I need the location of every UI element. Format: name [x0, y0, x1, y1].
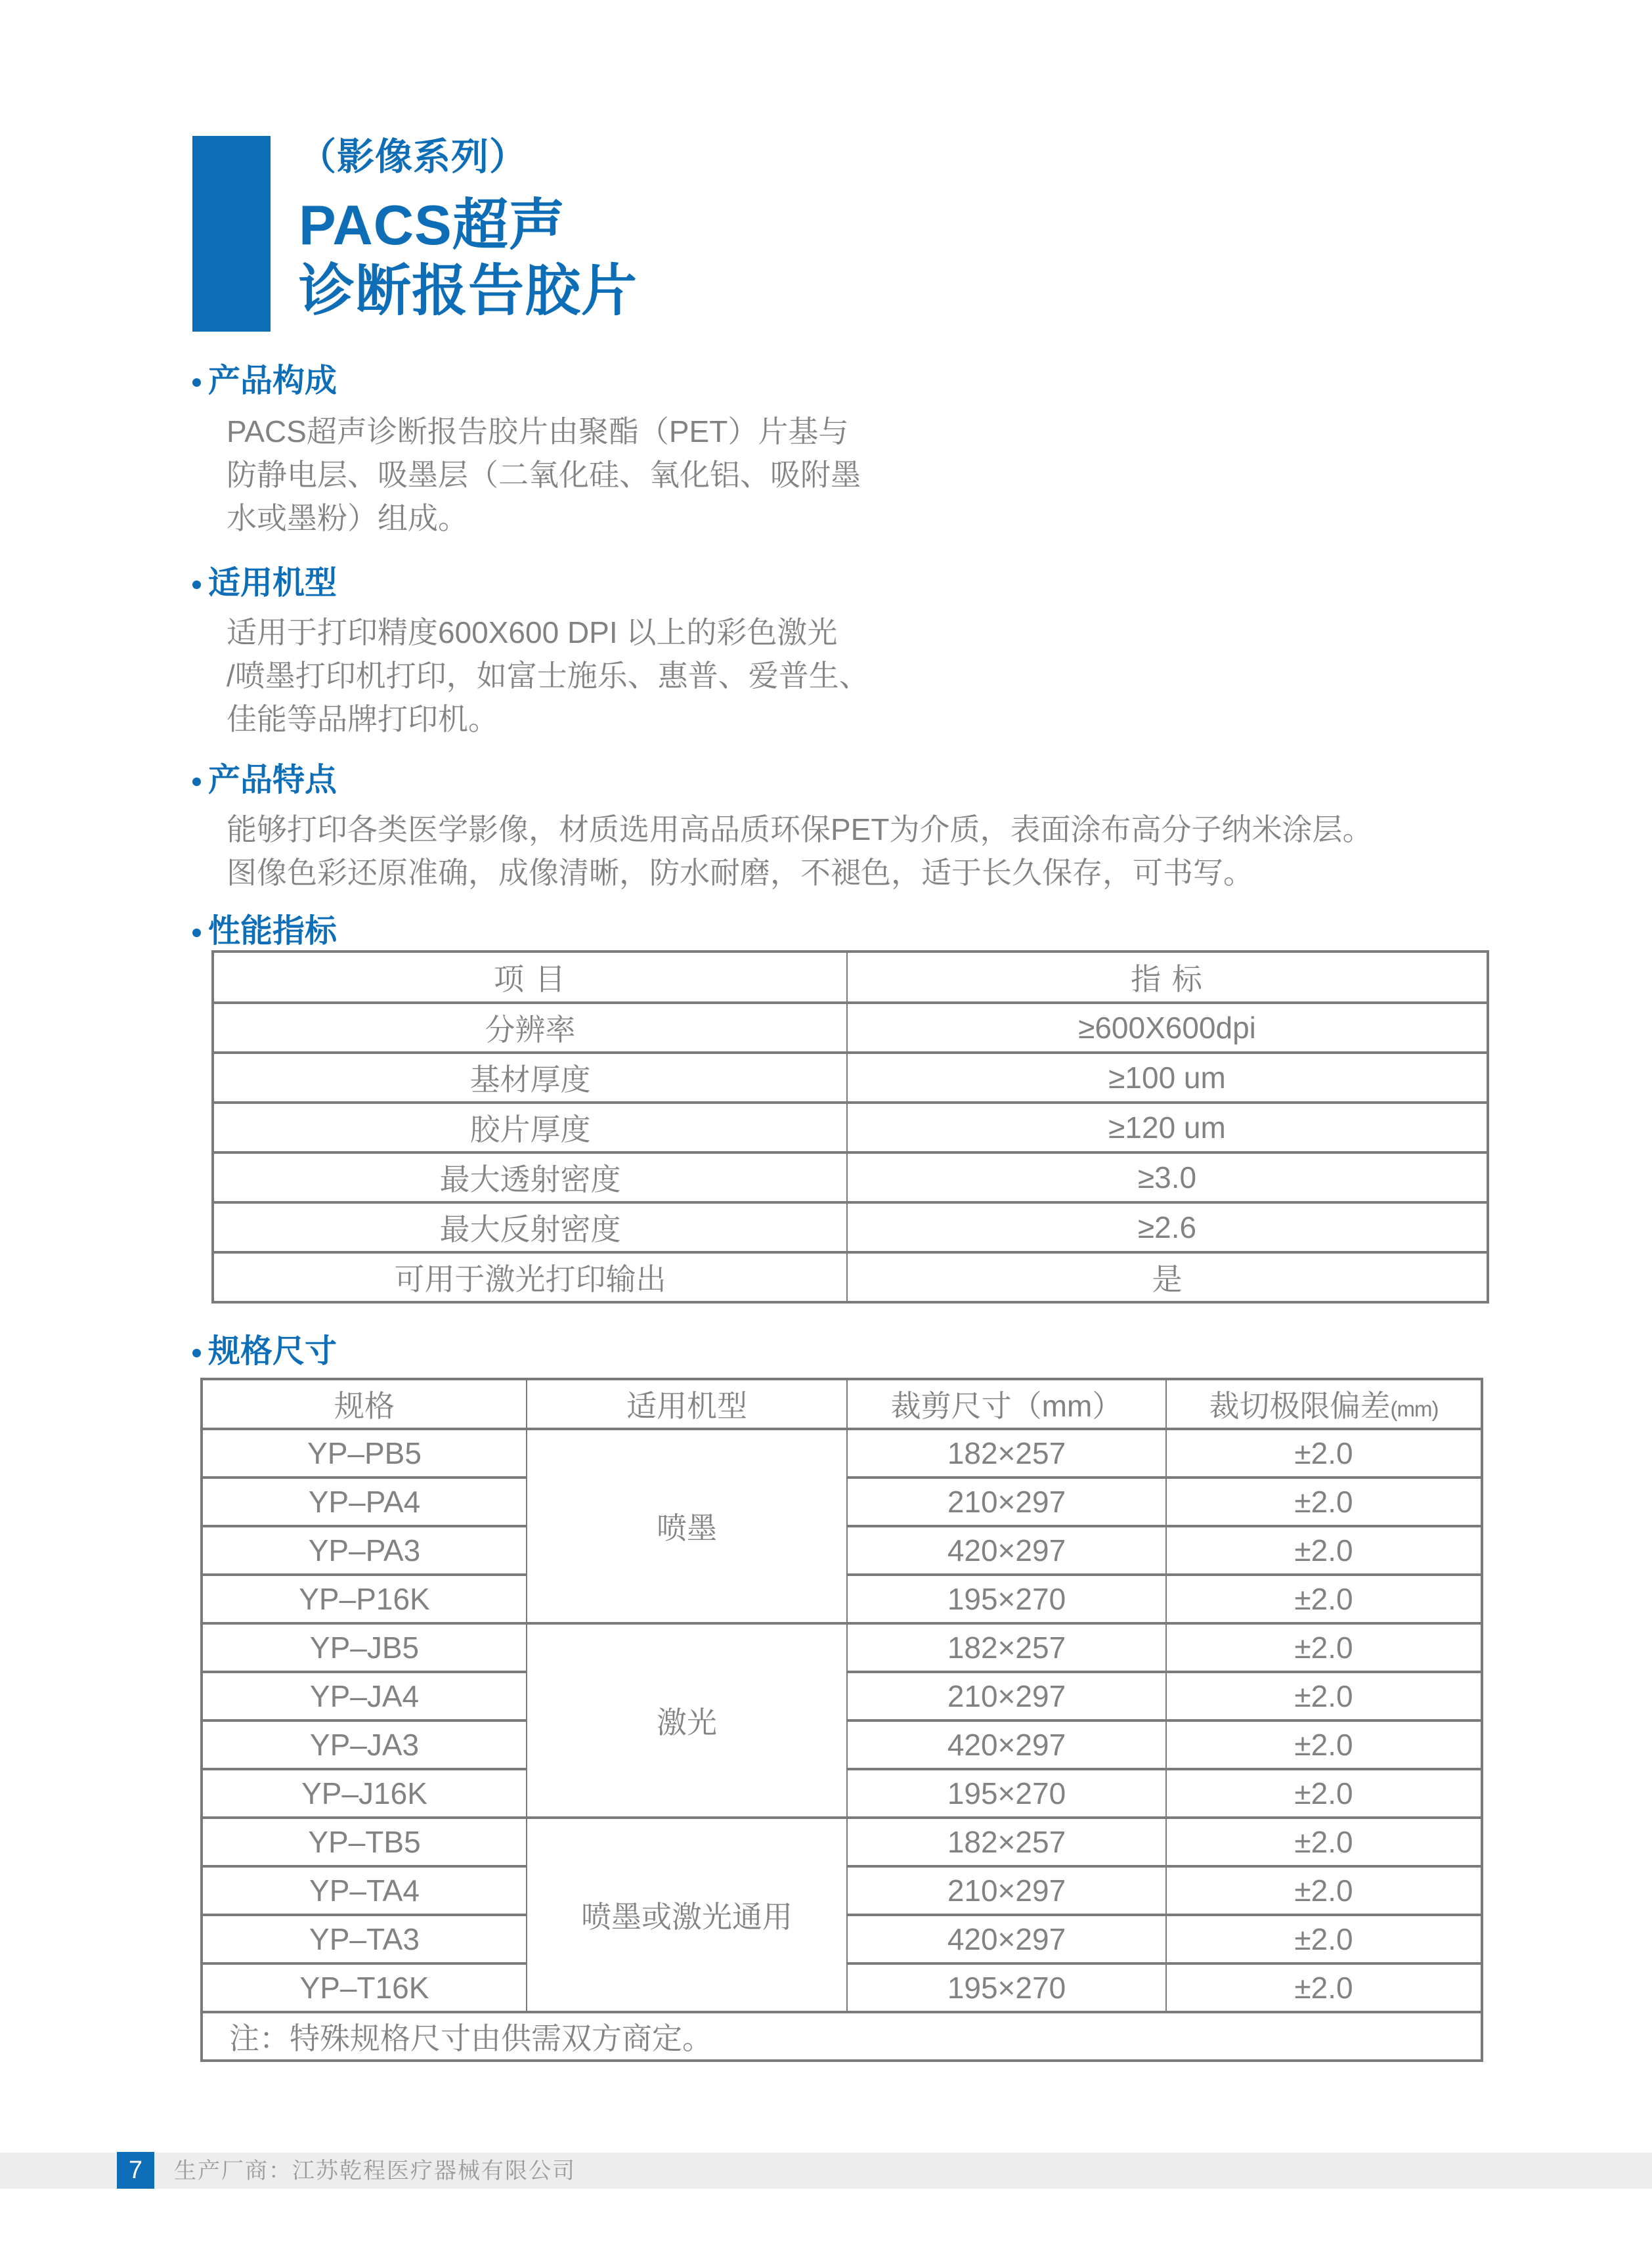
paragraph-line: 防静电层、吸墨层（二氧化硅、氧化铝、吸附墨 — [227, 458, 861, 492]
spec-model: YP–JB5 — [202, 1623, 527, 1672]
paragraph-line: /喷墨打印机打印，如富士施乐、惠普、爱普生、 — [227, 659, 869, 693]
spec-deviation: ±2.0 — [1166, 1818, 1482, 1866]
table-row — [213, 1053, 1488, 1103]
brand-accent-block — [192, 136, 271, 332]
section-heading-label: 产品特点 — [208, 762, 337, 798]
page-content — [192, 362, 1512, 2062]
spec-size: 420×297 — [847, 1915, 1166, 1963]
bullet-dot-icon — [192, 929, 201, 937]
spec-note: 注：特殊规格尺寸由供需双方商定。 — [202, 2012, 1482, 2061]
spec-deviation: ±2.0 — [1166, 1429, 1482, 1478]
spec-deviation: ±2.0 — [1166, 1478, 1482, 1526]
spec-model: YP–JA3 — [202, 1720, 527, 1769]
spec-deviation: ±2.0 — [1166, 1623, 1482, 1672]
perf-value: 是 — [847, 1252, 1488, 1302]
paragraph-line: 能够打印各类医学影像，材质选用高品质环保PET为介质，表面涂布高分子纳米涂层。 — [227, 812, 1373, 846]
perf-col-header-spec: 指 标 — [847, 952, 1488, 1003]
perf-col-header-item: 项 目 — [213, 952, 847, 1003]
section-heading-performance — [192, 913, 1512, 950]
section-heading-label: 性能指标 — [208, 913, 337, 949]
perf-item: 基材厚度 — [213, 1053, 847, 1103]
table-row — [213, 1152, 1488, 1202]
spec-size: 210×297 — [847, 1866, 1166, 1915]
features-paragraph — [227, 808, 1512, 894]
spec-model: YP–JA4 — [202, 1672, 527, 1720]
table-row — [202, 1623, 1482, 1672]
spec-col-header-printer: 适用机型 — [527, 1379, 847, 1429]
table-row — [213, 1202, 1488, 1252]
spec-model: YP–TA4 — [202, 1866, 527, 1915]
perf-item: 分辨率 — [213, 1003, 847, 1053]
specifications-table — [200, 1378, 1483, 2062]
paragraph-line: 水或墨粉）组成。 — [227, 501, 468, 535]
table-row — [202, 2012, 1482, 2061]
spec-deviation: ±2.0 — [1166, 1672, 1482, 1720]
page-header — [299, 131, 638, 324]
perf-item: 最大透射密度 — [213, 1152, 847, 1202]
table-row — [202, 1429, 1482, 1478]
spec-size: 182×257 — [847, 1818, 1166, 1866]
spec-deviation: ±2.0 — [1166, 1720, 1482, 1769]
spec-deviation: ±2.0 — [1166, 1915, 1482, 1963]
spec-size: 420×297 — [847, 1720, 1166, 1769]
perf-value: ≥2.6 — [847, 1202, 1488, 1252]
spec-col-header-deviation: 裁切极限偏差(mm) — [1166, 1379, 1482, 1429]
table-row — [213, 1252, 1488, 1302]
perf-item: 胶片厚度 — [213, 1103, 847, 1152]
bullet-dot-icon — [192, 581, 201, 589]
bullet-dot-icon — [192, 378, 201, 387]
spec-size: 210×297 — [847, 1672, 1166, 1720]
manufacturer-label: 生产厂商：江苏乾程医疗器械有限公司 — [174, 2158, 576, 2183]
deviation-unit-label: (mm) — [1390, 1397, 1439, 1421]
table-row — [213, 1003, 1488, 1053]
bullet-dot-icon — [192, 778, 201, 786]
spec-size: 195×270 — [847, 1963, 1166, 2012]
section-heading-applicable-models — [192, 565, 1512, 602]
spec-deviation: ±2.0 — [1166, 1526, 1482, 1575]
section-heading-features — [192, 762, 1512, 799]
spec-size: 195×270 — [847, 1769, 1166, 1818]
spec-printer-group: 喷墨 — [527, 1429, 847, 1623]
spec-model: YP–J16K — [202, 1769, 527, 1818]
performance-table — [211, 950, 1489, 1304]
product-title-line2: 诊断报告胶片 — [299, 260, 638, 322]
series-label: （影像系列） — [299, 136, 527, 178]
spec-deviation: ±2.0 — [1166, 1963, 1482, 2012]
spec-size: 182×257 — [847, 1623, 1166, 1672]
spec-model: YP–P16K — [202, 1575, 527, 1623]
spec-size: 420×297 — [847, 1526, 1166, 1575]
table-row — [213, 1103, 1488, 1152]
paragraph-line: 佳能等品牌打印机。 — [227, 702, 498, 736]
spec-model: YP–PA3 — [202, 1526, 527, 1575]
perf-value: ≥120 um — [847, 1103, 1488, 1152]
spec-model: YP–PA4 — [202, 1478, 527, 1526]
section-heading-composition — [192, 362, 1512, 399]
spec-size: 182×257 — [847, 1429, 1166, 1478]
spec-printer-group: 喷墨或激光通用 — [527, 1818, 847, 2012]
spec-deviation: ±2.0 — [1166, 1866, 1482, 1915]
spec-model: YP–T16K — [202, 1963, 527, 2012]
spec-model: YP–TB5 — [202, 1818, 527, 1866]
paragraph-line: 图像色彩还原准确，成像清晰，防水耐磨，不褪色，适于长久保存，可书写。 — [227, 856, 1253, 890]
spec-col-header-model: 规格 — [202, 1379, 527, 1429]
paragraph-line: 适用于打印精度600X600 DPI 以上的彩色激光 — [227, 615, 838, 649]
perf-value: ≥3.0 — [847, 1152, 1488, 1202]
section-heading-label: 适用机型 — [208, 565, 337, 601]
spec-model: YP–PB5 — [202, 1429, 527, 1478]
paragraph-line: PACS超声诊断报告胶片由聚酯（PET）片基与 — [227, 414, 849, 449]
page-number-badge: 7 — [117, 2152, 154, 2189]
perf-value: ≥600X600dpi — [847, 1003, 1488, 1053]
spec-deviation: ±2.0 — [1166, 1769, 1482, 1818]
spec-size: 195×270 — [847, 1575, 1166, 1623]
product-title-line1: PACS超声 — [299, 194, 565, 257]
spec-size: 210×297 — [847, 1478, 1166, 1526]
spec-model: YP–TA3 — [202, 1915, 527, 1963]
section-heading-specifications — [192, 1333, 1512, 1370]
bullet-dot-icon — [192, 1349, 201, 1357]
section-heading-label: 产品构成 — [208, 363, 337, 399]
spec-deviation: ±2.0 — [1166, 1575, 1482, 1623]
composition-paragraph — [227, 410, 1512, 540]
spec-printer-group: 激光 — [527, 1623, 847, 1818]
table-row — [202, 1818, 1482, 1866]
section-heading-label: 规格尺寸 — [208, 1334, 337, 1369]
perf-item: 可用于激光打印输出 — [213, 1252, 847, 1302]
applicable-models-paragraph — [227, 611, 1512, 741]
perf-value: ≥100 um — [847, 1053, 1488, 1103]
perf-item: 最大反射密度 — [213, 1202, 847, 1252]
spec-col-header-size: 裁剪尺寸（mm） — [847, 1379, 1166, 1429]
